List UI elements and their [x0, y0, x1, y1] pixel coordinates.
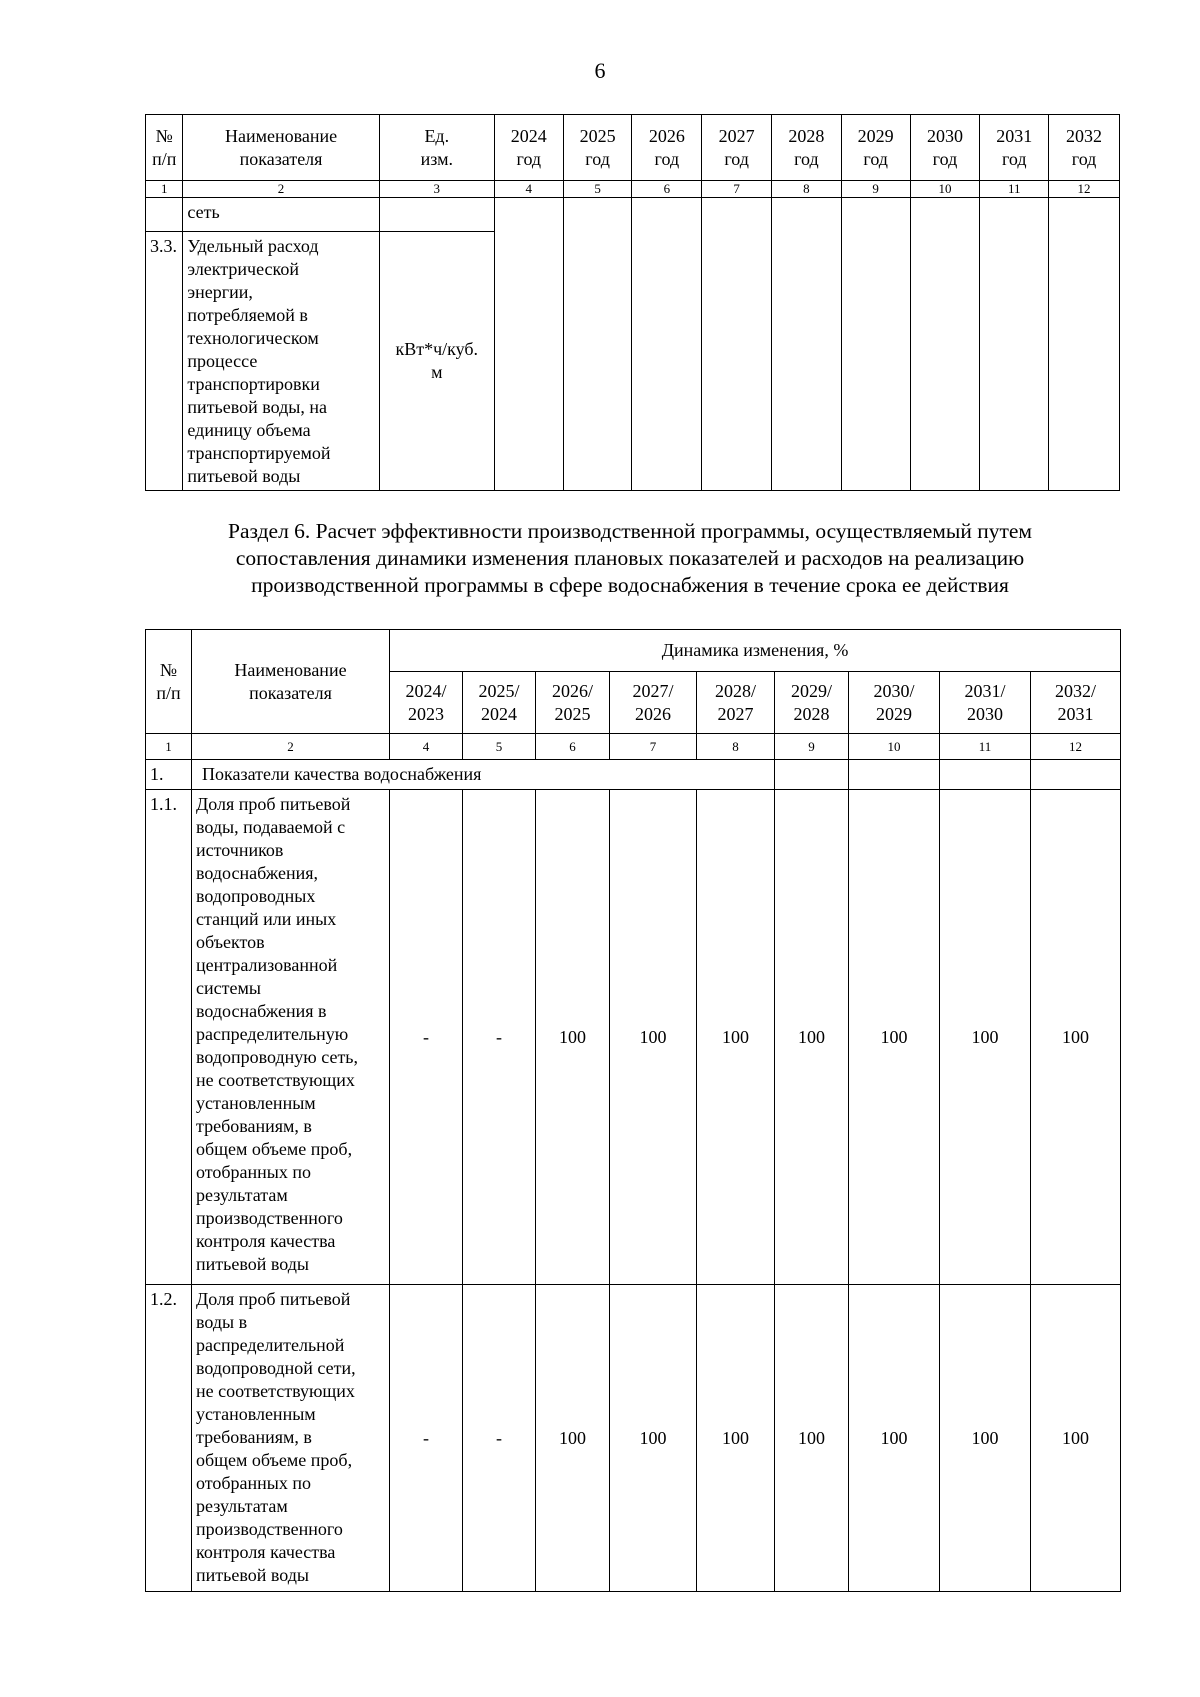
value-cell: 100 — [1031, 1285, 1121, 1592]
table2-colnum-row — [146, 734, 1121, 760]
t1-header-year: 2030 год — [910, 115, 980, 181]
col-number: 11 — [980, 181, 1049, 198]
section-title: Раздел 6. Расчет эффективности производственной программы, осуществляемый путем сопоставления динамики изменения плановых показателей и расходов на реализацию производственной программы в сфере водоснабжения в течение срока ее действия — [227, 519, 1032, 597]
t1-header-year: 2028 год — [772, 115, 842, 181]
table2-section-row — [146, 760, 1121, 790]
value-cell — [980, 198, 1049, 491]
value-cell: - — [390, 1285, 463, 1592]
table1-continuation-row — [146, 198, 1120, 232]
col-number: 5 — [563, 181, 632, 198]
value-cell — [632, 198, 702, 491]
value-cell: 100 — [610, 1285, 697, 1592]
value-cell: 100 — [536, 1285, 610, 1592]
value-cell: 100 — [849, 790, 940, 1285]
col-number: 10 — [849, 734, 940, 760]
col-number: 11 — [940, 734, 1031, 760]
value-cell — [1031, 760, 1121, 790]
row-unit: кВт*ч/куб. м — [379, 232, 494, 491]
value-cell: 100 — [775, 1285, 849, 1592]
value-cell — [841, 198, 910, 491]
row-index: 1.2. — [146, 1285, 192, 1592]
t1-header-name: Наименование показателя — [183, 115, 379, 181]
col-number: 10 — [910, 181, 980, 198]
value-cell: 100 — [775, 790, 849, 1285]
t2-header-period: 2029/ 2028 — [775, 672, 849, 734]
t1-header-year: 2029 год — [841, 115, 910, 181]
col-number: 7 — [610, 734, 697, 760]
col-number: 9 — [775, 734, 849, 760]
value-cell — [494, 198, 563, 491]
col-number: 1 — [146, 734, 192, 760]
col-number: 2 — [192, 734, 390, 760]
t2-header-period: 2025/ 2024 — [463, 672, 536, 734]
value-cell — [702, 198, 772, 491]
row-index: 1.1. — [146, 790, 192, 1285]
value-cell — [910, 198, 980, 491]
t1-header-year: 2032 год — [1049, 115, 1120, 181]
page-number: 6 — [594, 58, 606, 83]
t2-header-period: 2027/ 2026 — [610, 672, 697, 734]
table2-header-row-1 — [146, 630, 1121, 672]
table-row — [146, 790, 1121, 1285]
t2-header-dynamics: Динамика изменения, % — [390, 630, 1121, 672]
col-number: 8 — [697, 734, 775, 760]
t2-header-period: 2028/ 2027 — [697, 672, 775, 734]
value-cell: - — [463, 1285, 536, 1592]
t2-header-period: 2024/ 2023 — [390, 672, 463, 734]
table-row — [146, 1285, 1121, 1592]
t2-header-period: 2031/ 2030 — [940, 672, 1031, 734]
t1-header-year: 2026 год — [632, 115, 702, 181]
t2-header-period: 2032/ 2031 — [1031, 672, 1121, 734]
row-name: Удельный расход электрической энергии, потребляемой в технологическом процессе транспортировки питьевой воды, на единицу объема транспортируемой питьевой воды — [183, 232, 379, 491]
continuation-unit — [379, 198, 494, 232]
t2-header-period: 2030/ 2029 — [849, 672, 940, 734]
value-cell: 100 — [940, 790, 1031, 1285]
t1-header-idx: № п/п — [146, 115, 183, 181]
continuation-idx — [146, 198, 183, 232]
table1-header-row — [146, 115, 1120, 181]
col-number: 2 — [183, 181, 379, 198]
t1-header-year: 2027 год — [702, 115, 772, 181]
section-name: Показатели качества водоснабжения — [192, 760, 775, 790]
indicators-table — [145, 114, 1120, 491]
value-cell: 100 — [610, 790, 697, 1285]
dynamics-table — [145, 629, 1121, 1592]
t1-header-unit: Ед. изм. — [379, 115, 494, 181]
t2-header-idx: № п/п — [146, 630, 192, 734]
continuation-name: сеть — [183, 198, 379, 232]
col-number: 1 — [146, 181, 183, 198]
row-name: Доля проб питьевой воды в распределительной водопроводной сети, не соответствующих установленным требованиям, в общем объеме проб, отобранных по результатам производственного контроля качества питьевой воды — [192, 1285, 390, 1592]
col-number: 4 — [494, 181, 563, 198]
col-number: 4 — [390, 734, 463, 760]
t1-header-year: 2031 год — [980, 115, 1049, 181]
row-name: Доля проб питьевой воды, подаваемой с источников водоснабжения, водопроводных станций или иных объектов централизованной системы водоснабжения в распределительную водопроводную сеть, не соответствующих установленным требованиям, в общем объеме проб, отобранных по результатам производственного контроля качества питьевой воды — [192, 790, 390, 1285]
t1-header-year: 2025 год — [563, 115, 632, 181]
table1-colnum-row — [146, 181, 1120, 198]
section-index: 1. — [146, 760, 192, 790]
col-number: 5 — [463, 734, 536, 760]
col-number: 9 — [841, 181, 910, 198]
value-cell: 100 — [697, 1285, 775, 1592]
value-cell: 100 — [536, 790, 610, 1285]
value-cell — [1049, 198, 1120, 491]
value-cell — [772, 198, 842, 491]
value-cell: - — [463, 790, 536, 1285]
col-number: 8 — [772, 181, 842, 198]
t1-header-year: 2024 год — [494, 115, 563, 181]
value-cell: 100 — [1031, 790, 1121, 1285]
col-number: 12 — [1031, 734, 1121, 760]
col-number: 6 — [632, 181, 702, 198]
value-cell — [849, 760, 940, 790]
value-cell — [563, 198, 632, 491]
col-number: 3 — [379, 181, 494, 198]
row-index: 3.3. — [146, 232, 183, 491]
value-cell: 100 — [849, 1285, 940, 1592]
col-number: 7 — [702, 181, 772, 198]
value-cell — [940, 760, 1031, 790]
value-cell: - — [390, 790, 463, 1285]
col-number: 6 — [536, 734, 610, 760]
t2-header-period: 2026/ 2025 — [536, 672, 610, 734]
t2-header-name: Наименование показателя — [192, 630, 390, 734]
value-cell: 100 — [697, 790, 775, 1285]
value-cell — [775, 760, 849, 790]
col-number: 12 — [1049, 181, 1120, 198]
value-cell: 100 — [940, 1285, 1031, 1592]
